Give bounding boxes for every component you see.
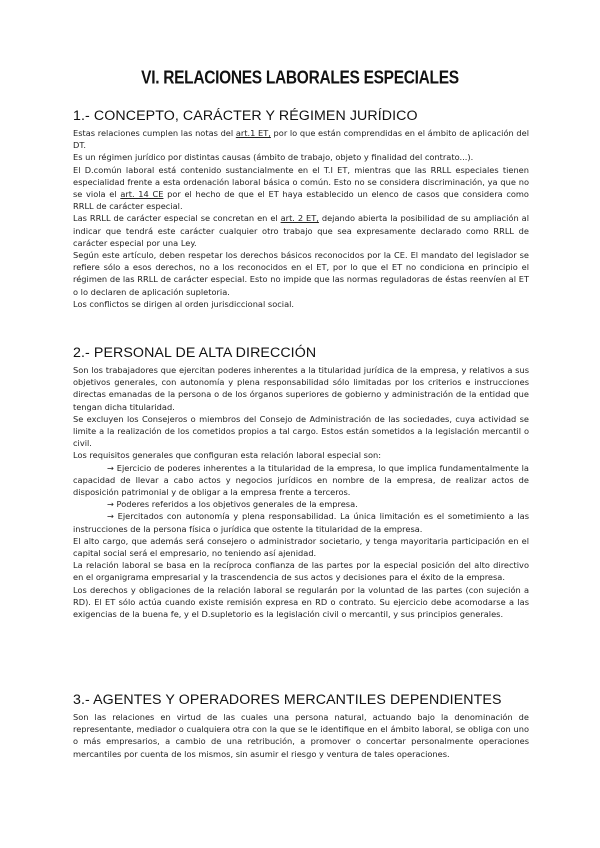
paragraph: Los derechos y obligaciones de la relación laboral se regularán por la voluntad de las partes (con sujeción a RD). El ET sólo actúa cuando existe remisión expresa en RD o contrato. Su ejercicio debe acomodarse a las exigencias de la buena fe, y el D.supletorio es la legislación civil o mercantil, y sus principios generales. <box>73 584 529 620</box>
paragraph: Los conflictos se dirigen al orden jurisdiccional social. <box>73 298 295 309</box>
paragraph: Son las relaciones en virtud de las cuales una persona natural, actuando bajo la denominación de representante, mediador o cualquiera otra con la que se le identifique en el ámbito laboral, se obliga con uno o más empresarios, a cambio de una retribución, a promover o concertar personalmente operaciones mercantiles por cuenta de los mismos, sin asumir el riesgo y ventura de tales operaciones. <box>73 712 529 759</box>
paragraph: El alto cargo, que además será consejero o administrador societario, y tenga mayoritaria participación en el capital social será el empresario, no teniendo así ajenidad. <box>73 535 529 559</box>
section-heading: 1.- CONCEPTO, CARÁCTER Y RÉGIMEN JURÍDICO <box>73 108 418 124</box>
legal-reference: art.1 ET, <box>235 128 271 138</box>
paragraph: Es un régimen jurídico por distintas causas (ámbito de trabajo, objeto y finalidad del contrato...). <box>73 152 474 163</box>
bullet-item: → Ejercicio de poderes inherentes a la titularidad de la empresa, lo que implica fundamentalmente la capacidad de llevar a cabo actos y negocios jurídicos en nombre de la empresa, de realizar actos de disposición patrimonial y de obligar a la empresa frente a terceros. <box>73 462 529 498</box>
section-alta-direccion <box>73 345 529 620</box>
paragraph: Estas relaciones cumplen las notas del art.1 ET, por lo que están comprendidas en el ámbito de aplicación del DT. <box>73 128 529 151</box>
bullet-item: → Poderes referidos a los objetivos generales de la empresa. <box>107 499 358 510</box>
paragraph: La relación laboral se basa en la recíproca confianza de las partes por la especial posición del alto directivo en el organigrama empresarial y la trascendencia de sus actos y decisiones para el éxito de la empresa. <box>73 560 529 583</box>
paragraph: El D.común laboral está contenido sustancialmente en el T.I ET, mientras que las RRLL especiales tienen especialidad frente a esta ordenación laboral básica o común. Esto no se considera discriminación, ya que no se viola el art. 14 CE por el hecho de que el ET haya establecido un elenco de casos que considera como RRLL de carácter especial. <box>73 164 529 212</box>
paragraph: Las RRLL de carácter especial se concretan en el art. 2 ET, dejando abierta la posibilidad de su ampliación al indicar que tendrá este carácter cualquier otro trabajo que sea expresamente declarado como RRLL de carácter especial por una Ley. <box>73 213 529 248</box>
document-title: VI. RELACIONES LABORALES ESPECIALES <box>141 68 459 89</box>
section-concepto <box>73 108 529 310</box>
bullet-item: → Ejercitados con autonomía y plena responsabilidad. La única limitación es el sometimiento a las instrucciones de la persona física o jurídica que ostente la titularidad de la empresa. <box>73 511 529 534</box>
paragraph: Según este artículo, deben respetar los derechos básicos reconocidos por la CE. El mandato del legislador se refiere sólo a esos derechos, no a los reconocidos en el ET, por lo que el ET no condiciona en principio el régimen de las RRLL de carácter especial. Esto no impide que las normas reguladoras de éstas reenvíen al ET o lo declaren de aplicación supletoria. <box>73 250 529 297</box>
section-agentes-mercantiles <box>73 692 529 760</box>
paragraph: Los requisitos generales que configuran esta relación laboral especial son: <box>73 450 382 461</box>
section-heading: 3.- AGENTES Y OPERADORES MERCANTILES DEPENDIENTES <box>73 692 502 708</box>
paragraph: Se excluyen los Consejeros o miembros del Consejo de Administración de las sociedades, cuya actividad se limite a la realización de los cometidos propios a tal cargo. Estos están sometidos a la legislación mercantil o civil. <box>73 413 529 449</box>
paragraph: Son los trabajadores que ejercitan poderes inherentes a la titularidad jurídica de la empresa, y relativos a sus objetivos generales, con autonomía y plena responsabilidad sólo limitadas por los criterios e instrucciones directas emanadas de la persona o de los órganos superiores de gobierno y administración de la entidad que tengan dicha titularidad. <box>73 365 529 412</box>
legal-reference: art. 2 ET, <box>280 213 319 224</box>
section-heading: 2.- PERSONAL DE ALTA DIRECCIÓN <box>73 345 317 361</box>
legal-reference: art. 14 CE <box>120 189 164 200</box>
